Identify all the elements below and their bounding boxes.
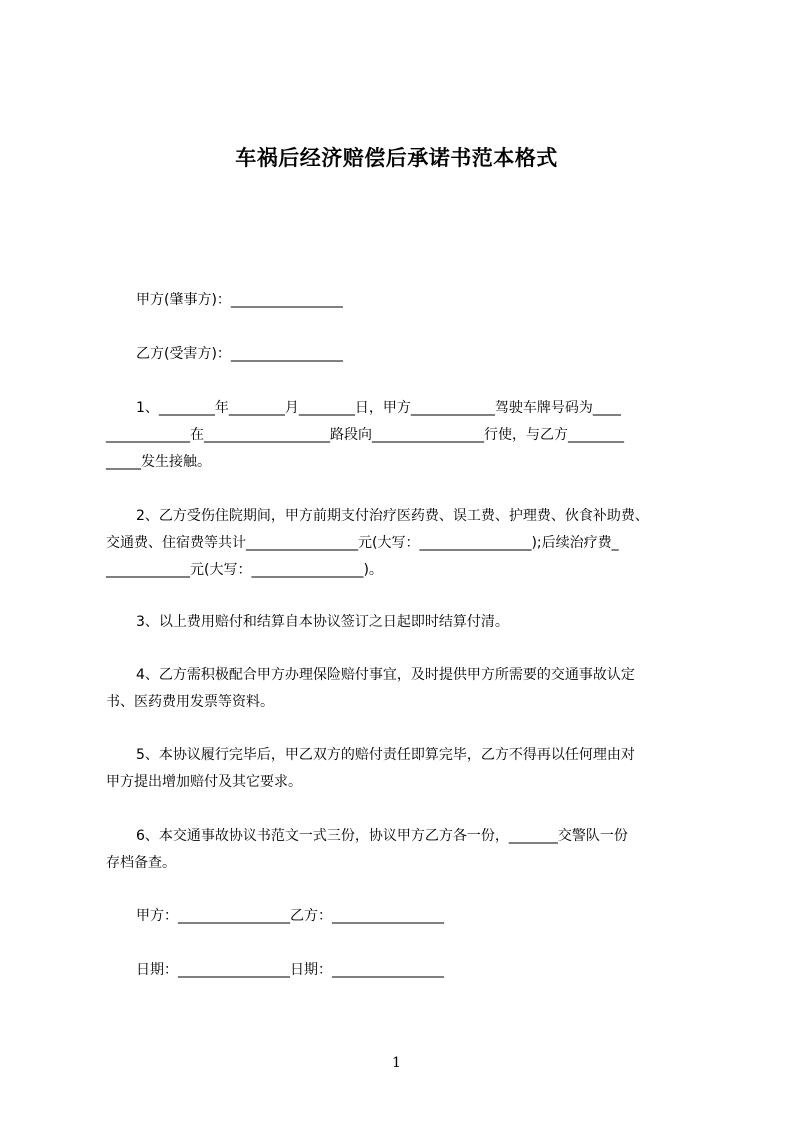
clause-5-line-2: 甲方提出增加赔付及其它要求。: [106, 774, 302, 790]
party-a-line: 甲方(肇事方)：________________: [136, 292, 343, 308]
clause-1-line-1: 1、________年________月________日，甲方____________驾驶车牌号码为____: [136, 400, 621, 416]
page-number: 1: [392, 1055, 401, 1071]
clause-2-line-1: 2、乙方受伤住院期间，甲方前期支付治疗医药费、误工费、护理费、伙食补助费、: [136, 508, 649, 524]
signature-row: 甲方：________________乙方：________________: [136, 908, 444, 924]
clause-5-line-1: 5、本协议履行完毕后，甲乙双方的赔付责任即算完毕，乙方不得再以任何理由对: [136, 747, 635, 763]
clause-1-line-3: _____发生接触。: [106, 454, 211, 470]
clause-2-line-3: ____________元(大写：________________)。: [106, 562, 383, 578]
document-title: 车祸后经济赔偿后承诺书范本格式: [235, 146, 558, 170]
clause-4-line-1: 4、乙方需积极配合甲方办理保险赔付事宜，及时提供甲方所需要的交通事故认定: [136, 667, 635, 683]
clause-6-line-2: 存档备查。: [106, 855, 176, 871]
date-row: 日期：________________日期：________________: [136, 962, 444, 978]
party-b-line: 乙方(受害方)：________________: [136, 346, 343, 362]
clause-1-line-2: ____________在__________________路段向________________行使，与乙方________: [106, 427, 624, 443]
clause-6-line-1: 6、本交通事故协议书范文一式三份，协议甲方乙方各一份，_______交警队一份: [136, 828, 628, 844]
clause-4-line-2: 书、医药费用发票等资料。: [106, 694, 274, 710]
clause-2-line-2: 交通费、住宿费等共计________________元(大写：________________);后续治疗费_: [106, 535, 619, 551]
clause-3-line-1: 3、以上费用赔付和结算自本协议签订之日起即时结算付清。: [136, 614, 509, 630]
